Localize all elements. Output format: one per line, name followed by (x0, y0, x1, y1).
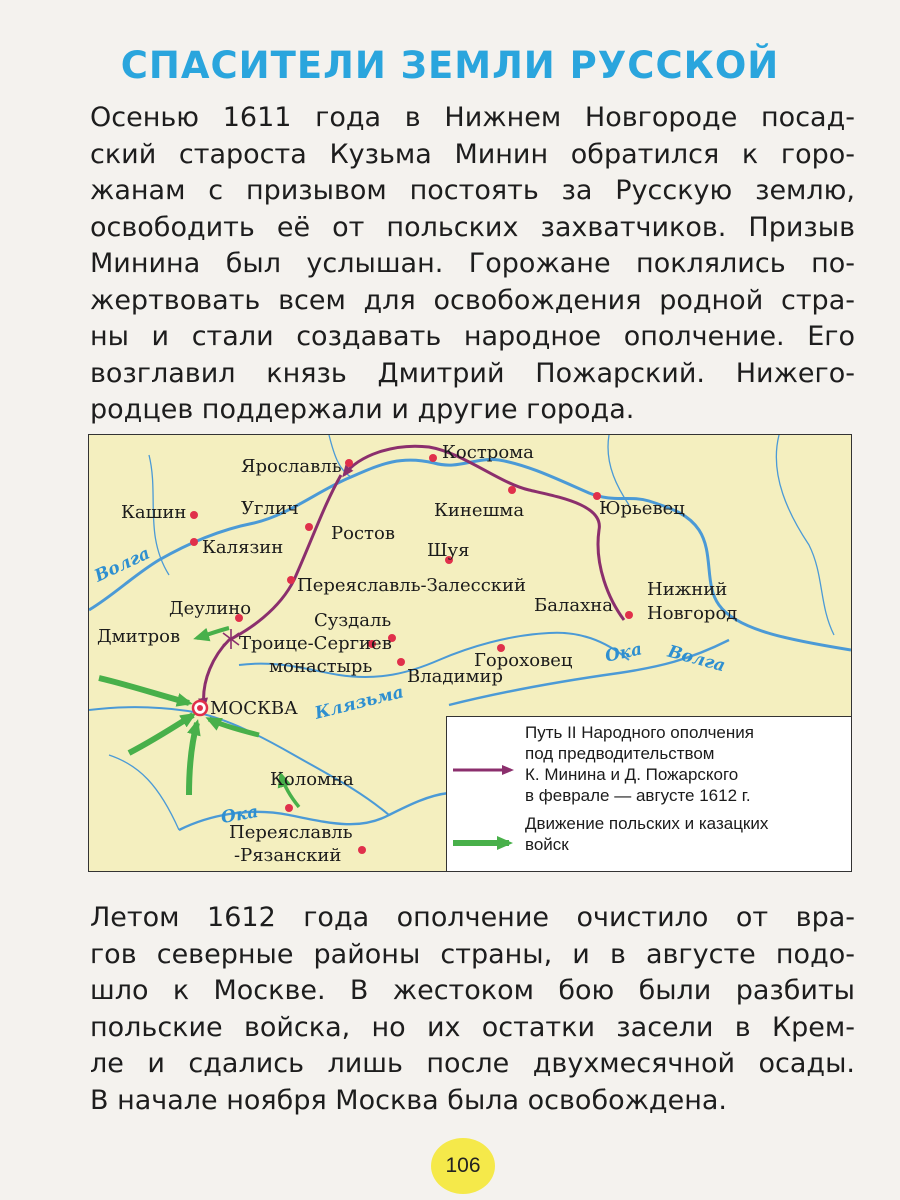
city-vladimir: Владимир (407, 666, 503, 687)
page-title: СПАСИТЕЛИ ЗЕМЛИ РУССКОЙ (120, 44, 780, 87)
text-line: освободить её от польских захватчиков. Призыв (90, 211, 855, 243)
city-yaroslavl: Ярославль (241, 456, 342, 477)
enemy-arrow (129, 715, 193, 753)
city-dmitrov: Дмитров (97, 626, 181, 647)
text-line: родцев поддержали и другие города. (90, 394, 635, 425)
river-label-volga: Волга (91, 543, 154, 587)
city-shuya: Шуя (427, 540, 470, 561)
city-yurievets: Юрьевец (599, 498, 685, 519)
city-moskva: МОСКВА (210, 698, 298, 719)
map-legend (446, 716, 852, 872)
river-label-volga: Волга (665, 641, 728, 677)
historical-map (88, 434, 852, 872)
city-kolomna: Коломна (270, 769, 354, 790)
river-label-klyazma: Клязьма (312, 682, 406, 724)
river-label-oka: Ока (219, 801, 260, 829)
city-pereslavl-zalessky: Переяславль-Залесский (297, 575, 527, 596)
page-number: 106 (431, 1138, 495, 1194)
text-line: шло к Москве. В жестоком бою были разбиты (90, 975, 855, 1006)
legend-symbols (447, 717, 527, 872)
city-deulino: Деулино (169, 598, 252, 619)
city-nizhny: Новгород (647, 603, 738, 624)
text-line: ский староста Кузьма Минин обратился к горо- (90, 138, 855, 170)
enemy-arrow (209, 719, 259, 735)
enemy-arrow (189, 723, 197, 795)
city-kashin: Кашин (121, 502, 187, 523)
city-nizhny: Нижний (647, 579, 728, 600)
city-uglich: Углич (241, 498, 299, 519)
city-pereslavl-ryazansky: Переяславль (229, 822, 353, 843)
paragraph-conclusion (90, 900, 855, 1119)
legend-enemy-text: Движение польских и казацких войск (525, 814, 769, 854)
text-line: польские войска, но их остатки засели в Крем- (90, 1011, 855, 1043)
city-kostroma: Кострома (442, 442, 534, 463)
city-rostov: Ростов (331, 523, 395, 544)
city-pereslavl-ryazansky: -Рязанский (234, 845, 342, 866)
city-suzdal: Суздаль (314, 610, 392, 631)
paragraph-intro (90, 100, 855, 429)
city-gorokhovets: Гороховец (474, 650, 573, 671)
river-label-oka: Ока (603, 639, 645, 667)
city-kalyazin: Калязин (202, 537, 284, 558)
text-line: гов северные районы страны, и в августе подо- (90, 938, 855, 970)
city-kineshma: Кинешма (434, 500, 525, 521)
city-troitse: монастырь (269, 656, 373, 677)
moskva-river (89, 707, 389, 815)
text-line: ны и стали создавать народное ополчение. Его (90, 321, 855, 352)
text-line: Летом 1612 года ополчение очистило от вра- (90, 902, 855, 933)
text-line: Осенью 1611 года в Нижнем Новгороде посад- (90, 102, 855, 133)
enemy-arrow (99, 678, 189, 703)
text-line: Минина был услышан. Горожане поклялись по- (90, 248, 855, 279)
city-balakhna: Балахна (534, 595, 614, 616)
city-troitse: Троице-Сергиев (239, 633, 392, 654)
text-line: жанам с призывом постоять за Русскую землю, (90, 175, 855, 206)
legend-route-text: Путь II Народного ополчения под предводительством К. Минина и Д. Пожарского в феврале — августе 1612 г. (525, 723, 754, 805)
text-line: В начале ноября Москва была освобождена. (90, 1084, 727, 1116)
text-line: жертвовать всем для освобождения родной стра- (90, 284, 855, 316)
text-line: возглавил князь Дмитрий Пожарский. Нижего- (90, 357, 855, 389)
text-line: ле и сдались лишь после двухмесячной осады. (90, 1048, 855, 1079)
